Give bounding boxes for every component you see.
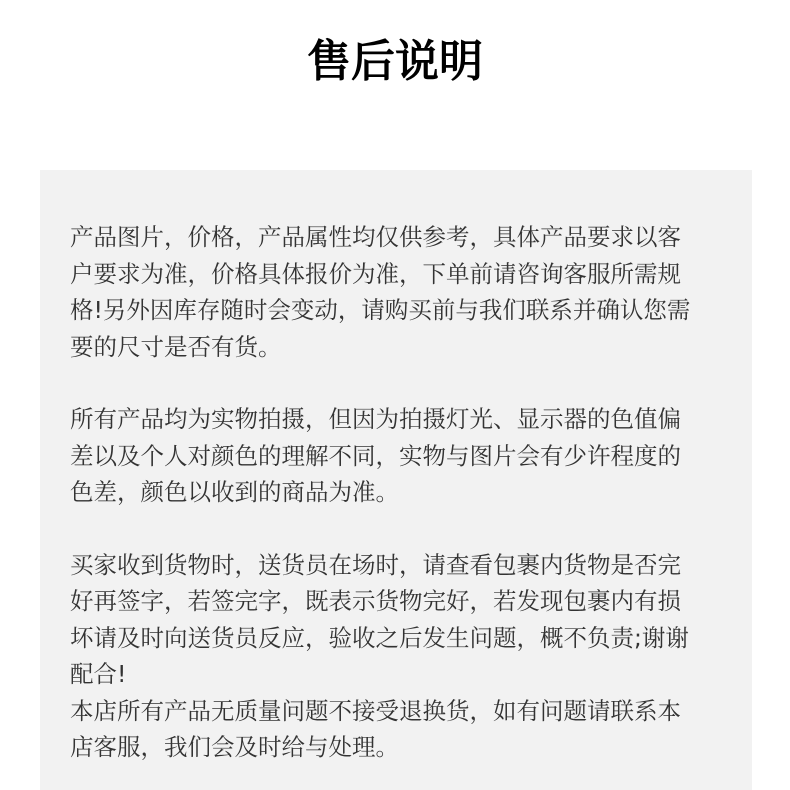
- text-line: 店客服，我们会及时给与处理。: [70, 733, 399, 761]
- after-sales-content-panel: [40, 170, 752, 790]
- text-line: 买家收到货物时，送货员在场时，请查看包裹内货物是否完: [70, 550, 681, 579]
- text-line: 配合!: [70, 660, 127, 688]
- text-line: 本店所有产品无质量问题不接受退换货，如有问题请联系本: [70, 696, 681, 725]
- text-line: 要的尺寸是否有货。: [70, 332, 282, 361]
- text-line: 户要求为准，价格具体报价为准，下单前请咨询客服所需规: [70, 259, 681, 288]
- paragraph-product-info: [70, 219, 722, 365]
- text-line: 色差，颜色以收到的商品为准。: [70, 478, 399, 506]
- text-line: 所有产品均为实物拍摄，但因为拍摄灯光、显示器的色值偏: [70, 405, 681, 433]
- text-line: 产品图片，价格，产品属性均仅供参考，具体产品要求以客: [70, 223, 681, 251]
- paragraph-color-difference: [70, 401, 722, 511]
- paragraph-delivery-and-returns: [70, 547, 722, 766]
- text-line: 差以及个人对颜色的理解不同，实物与图片会有少许程度的: [70, 441, 681, 470]
- text-line: 好再签字，若签完字，既表示货物完好，若发现包裹内有损: [70, 587, 681, 615]
- page-title: 售后说明: [307, 36, 483, 87]
- text-line: 格!另外因库存随时会变动，请购买前与我们联系并确认您需: [70, 296, 691, 324]
- text-line: 坏请及时向送货员反应，验收之后发生问题，概不负责;谢谢: [70, 623, 689, 652]
